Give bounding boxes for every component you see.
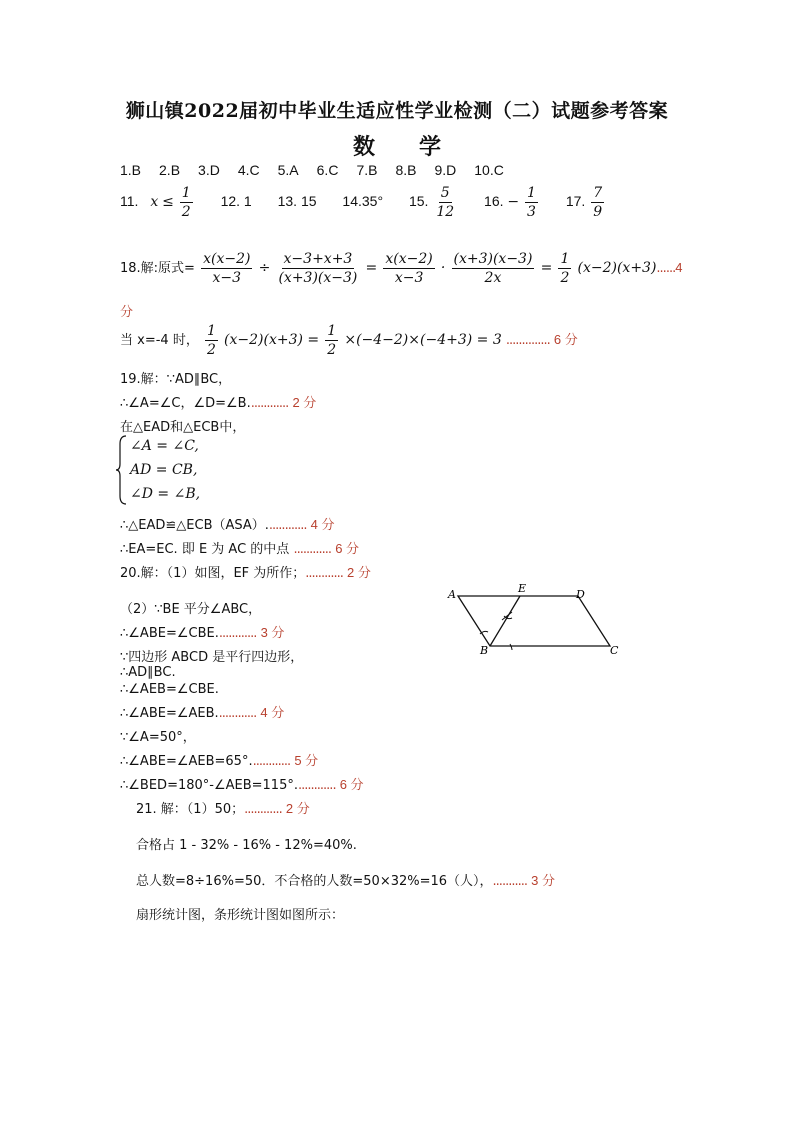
q20-line-4: ∵四边形 ABCD 是平行四边形， [120,650,304,665]
q18-substitution [120,322,578,359]
q20-line-7 [120,702,284,721]
q18-sub-half2-num: 1 [327,323,337,339]
q20-line-3-text: ∴∠ABE=∠CBE. [120,626,219,641]
q18-eq: = [365,260,378,276]
mc-answer: 7.B [356,162,378,178]
q18-sub-half [205,322,218,359]
q18-prefix: 18.解:原式= [120,261,195,276]
q17-fraction [591,184,604,221]
q20-line-9 [120,750,318,769]
q18-sub-mid: (x−2)(x+3) = [224,332,320,348]
q18-half-num: 1 [560,251,570,267]
q18-frac-4 [452,250,535,287]
q19-line-3: 在△EAD和△ECB中， [120,420,246,435]
q18-f4-num: (x+3)(x−3) [453,251,533,267]
q17-den: 9 [593,204,603,220]
q18-sub-dots: .............. [505,333,550,348]
q20-line-10-dots: ............ [297,778,336,793]
q11-num: 1 [181,185,191,201]
q18-tail: (x−2)(x+3) [577,260,657,276]
q20-line-1 [120,562,371,581]
q18-f3-num: x(x−2) [385,251,433,267]
q21-line-1-dots: ............ [244,802,282,817]
label-a: A [448,588,456,601]
q20-line-9-dots: ............ [252,754,291,769]
q19-line-5-dots: ............ [293,542,332,557]
q18-sub-half-den: 2 [206,342,216,358]
q14-answer: 14.35° [342,193,384,210]
q20-line-10-text: ∴∠BED=180°-∠AEB=115°. [120,778,298,793]
q20-line-5: ∴AD∥BC. [120,665,176,680]
q19-line-4-points: 4 分 [310,517,335,532]
mc-answer: 4.C [237,162,260,178]
q21-line-4: 扇形统计图，条形统计图如图所示： [136,908,345,923]
q18-frac-2 [276,250,359,287]
q12-answer: 12. 1 [220,193,252,210]
q15-label: 15. [408,193,429,210]
q20-line-9-text: ∴∠ABE=∠AEB=65°. [120,754,253,769]
label-e: E [518,582,527,595]
q21-line-3-dots: ........... [492,874,528,889]
q19-line-5 [120,538,359,557]
q18-f1-num: x(x−2) [203,251,251,267]
segment-be [490,596,520,646]
q21-line-3 [136,870,555,889]
q18-sub-prefix: 当 x=-4 时， [120,333,199,348]
q18-points: 4 [675,260,683,275]
q20-line-10 [120,774,364,793]
arc-mark-bc [510,644,512,650]
q18-f4-den: 2x [484,270,502,286]
q20-line-7-dots: ............ [218,706,257,721]
mc-answer: 3.D [198,162,220,178]
q19-line-1: 19.解：∵AD∥BC， [120,372,232,387]
mc-answer: 8.B [395,162,417,178]
q18-f3-den: x−3 [394,270,424,286]
q11-le: ≤ [162,194,174,211]
q18-frac-3 [383,250,434,287]
q19-system-3: ∠D = ∠B, [130,486,201,502]
subject-char-2: 学 [419,134,442,160]
q20-line-3-points: 3 分 [260,625,285,640]
q16-fraction [525,184,538,221]
q18-dots: ...... [656,261,676,276]
q19-line-2-points: 2 分 [292,395,317,410]
q20-line-6: ∴∠AEB=∠CBE. [120,682,219,697]
q11-den: 2 [181,204,191,220]
q20-line-8: ∵∠A=50°， [120,730,196,745]
label-c: C [610,644,619,657]
q18-points-unit: 分 [120,304,134,319]
q20-line-7-points: 4 分 [260,705,285,720]
parallelogram-figure [440,582,630,658]
q20-line-2: （2）∵BE 平分∠ABC， [120,602,262,617]
q20-line-3-dots: ............ [218,626,257,641]
q11-fraction [180,184,193,221]
q19-line-4 [120,514,334,533]
q20-line-3 [120,622,284,641]
q19-line-2 [120,392,316,411]
q20-line-1-dots: ............ [305,566,343,581]
q18-f1-den: x−3 [212,270,242,286]
q19-line-4-text: ∴△EAD≌△ECB（ASA）. [120,518,269,533]
q21-line-1-points: 2 分 [285,801,310,816]
q11-var: x [150,194,159,211]
q18-f2-num: x−3+x+3 [283,251,353,267]
q19-line-5-points: 6 分 [335,541,360,556]
q19-line-2-dots: ............ [250,396,289,411]
q19-line-4-dots: ............ [268,518,307,533]
mc-answer: 5.A [277,162,299,178]
parallelogram-abcd [458,596,610,646]
q18-frac-1 [201,250,252,287]
q18-half-den: 2 [560,270,570,286]
q18-expression [120,250,682,287]
q11-label: 11. [120,193,139,210]
q21-line-3-points: 3 分 [531,873,555,888]
q21-line-1-text: 21. 解：（1）50； [136,802,245,817]
q15-num: 5 [440,185,450,201]
mc-answers [120,162,522,178]
q18-half [558,250,571,287]
q20-line-1-points: 2 分 [347,565,371,580]
label-b: B [480,644,489,657]
mc-answer: 2.B [159,162,181,178]
q18-eq2: = [540,260,553,276]
q18-sub-half-num: 1 [206,323,216,339]
q21-line-1 [136,798,310,817]
q19-system-1: ∠A = ∠C, [130,438,199,454]
q17-label: 17. [565,193,586,210]
q15-den: 12 [436,204,455,220]
q18-sub-half2-den: 2 [327,342,337,358]
label-d: D [576,588,585,601]
mc-answer: 9.D [434,162,457,178]
q19-line-2-text: ∴∠A=∠C，∠D=∠B. [120,396,251,411]
q15-fraction [434,184,456,221]
q21-line-3-text: 总人数=8÷16%=50．不合格的人数=50×32%=16（人）， [136,874,493,889]
q16-num: 1 [527,185,536,201]
page-title: 狮山镇2022届初中毕业生适应性学业检测（二）试题参考答案 [125,100,669,122]
q19-line-5-text: ∴EA=EC. 即 E 为 AC 的中点 [120,542,290,557]
q18-sub-half2 [325,322,338,359]
q16-den: 3 [527,204,536,220]
q20-line-10-points: 6 分 [339,777,364,792]
subject-heading [0,130,794,161]
fill-answers [120,184,606,221]
q18-div: ÷ [258,260,271,276]
brace-icon [114,434,128,506]
q20-line-7-text: ∴∠ABE=∠AEB. [120,706,219,721]
q18-f2-den: (x+3)(x−3) [278,270,358,286]
mc-answer: 6.C [316,162,339,178]
q18-sub-tail: ×(−4−2)×(−4+3) = 3 [344,332,502,348]
q19-system-2: AD = CB, [130,462,198,478]
mc-answer: 10.C [474,162,504,178]
q18-dot: · [440,260,446,276]
q18-sub-points: 6 分 [553,332,578,347]
q21-line-2: 合格占 1 - 32% - 16% - 12%=40%. [136,838,357,853]
q16-label: 16. [484,193,504,210]
subject-char-1: 数 [352,134,375,160]
q17-num: 7 [593,185,603,201]
q20-line-1-text: 20.解：（1）如图，EF 为所作； [120,566,306,581]
q13-answer: 13. 15 [277,193,317,210]
q16-sign: − [507,194,520,211]
q20-line-9-points: 5 分 [294,753,319,768]
mc-answer: 1.B [120,162,142,178]
